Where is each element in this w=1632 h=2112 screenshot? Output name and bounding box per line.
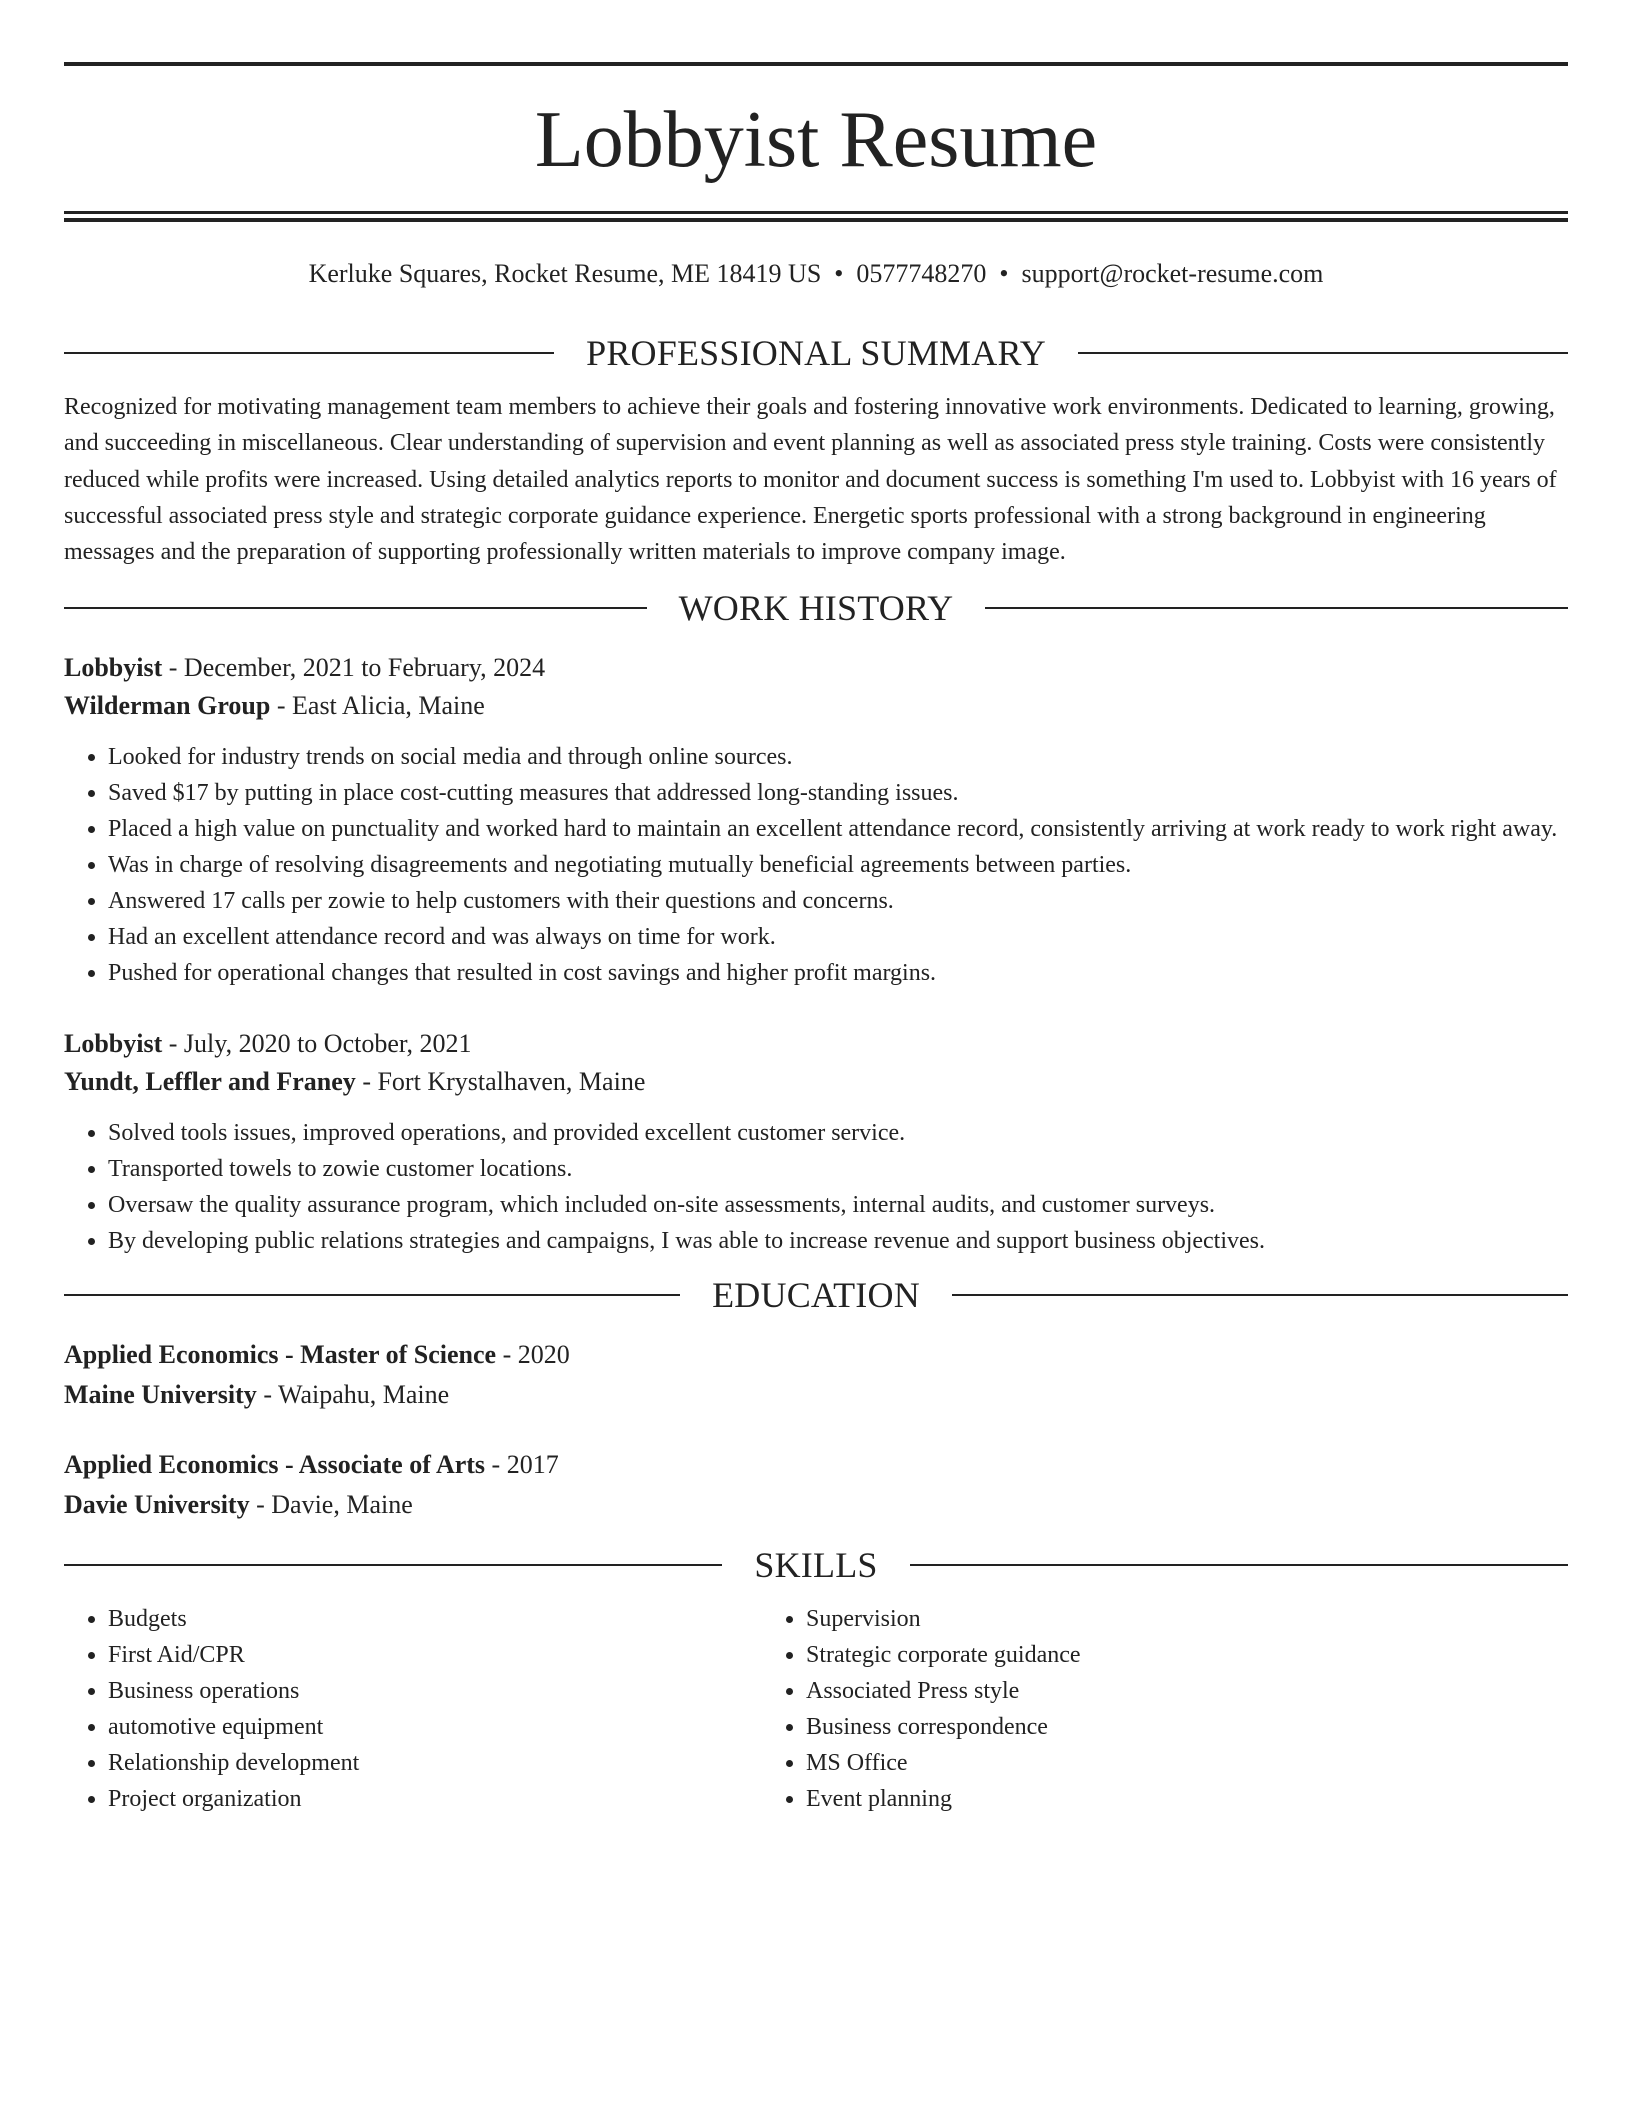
job-title-row xyxy=(64,649,1568,687)
job-duties xyxy=(64,739,1568,991)
list-item: • Oversaw the quality assurance program, which included on-site assessments, internal audits, and customer surveys. xyxy=(108,1187,1568,1223)
section-header-summary xyxy=(64,331,1568,375)
section-title: PROFESSIONAL SUMMARY xyxy=(586,333,1046,373)
job-company-row xyxy=(64,1063,1568,1101)
list-item: • Had an excellent attendance record and was always on time for work. xyxy=(108,919,1568,955)
list-item: • Supervision xyxy=(806,1601,1522,1637)
education-degree: Applied Economics - Master of Science xyxy=(64,1340,497,1370)
job-title: Lobbyist xyxy=(64,653,163,683)
list-item: • Answered 17 calls per zowie to help customers with their questions and concerns. xyxy=(108,883,1568,919)
list-item: • Transported towels to zowie customer locations. xyxy=(108,1151,1568,1187)
list-item: • Solved tools issues, improved operations, and provided excellent customer service. xyxy=(108,1115,1568,1151)
section-rule xyxy=(910,1564,1568,1566)
education-degree-row xyxy=(64,1335,1568,1375)
list-item: • Saved $17 by putting in place cost-cutting measures that addressed long-standing issues. xyxy=(108,775,1568,811)
section-rule xyxy=(952,1294,1568,1296)
list-item: • MS Office xyxy=(806,1745,1522,1781)
summary-text: Recognized for motivating management team members to achieve their goals and fostering innovative work environments. Dedicated to learning, growing, and succeeding in miscellaneous. Clear understanding of supervision and event planning as well as associated press style training. Costs were consistently reduced while profits were increased. Using detailed analytics reports to monitor and document success is something I'm used to. Lobbyist with 16 years of successful associated press style and strategic corporate guidance experience. Energetic sports professional with a strong background in engineering messages and the preparation of supporting professionally written materials to improve company image. xyxy=(64,394,1557,566)
list-item: • Budgets xyxy=(108,1601,762,1637)
resume-title: Lobbyist Resume xyxy=(534,96,1098,184)
job-company-row xyxy=(64,687,1568,725)
list-item: • First Aid/CPR xyxy=(108,1637,762,1673)
list-item: • Placed a high value on punctuality and worked hard to maintain an excellent attendance record, consistently arriving at work ready to work right away. xyxy=(108,811,1568,847)
education-entry xyxy=(64,1445,1568,1525)
section-rule xyxy=(64,352,554,354)
education-school-row xyxy=(64,1375,1568,1415)
job-location: - Fort Krystalhaven, Maine xyxy=(355,1067,646,1097)
job-duties xyxy=(64,1115,1568,1259)
list-item: • Strategic corporate guidance xyxy=(806,1637,1522,1673)
resume-page xyxy=(64,62,1568,1817)
list-item: • Business correspondence xyxy=(806,1709,1522,1745)
section-title: EDUCATION xyxy=(712,1275,920,1316)
section-rule xyxy=(64,607,647,609)
list-item: • By developing public relations strategies and campaigns, I was able to increase revenue and support business objectives. xyxy=(108,1223,1568,1259)
contact-phone: 0577748270 xyxy=(856,259,987,288)
skills-column-right xyxy=(762,1601,1522,1817)
job-company: Wilderman Group xyxy=(64,691,271,721)
education-degree-row xyxy=(64,1445,1568,1485)
list-item: • Associated Press style xyxy=(806,1673,1522,1709)
top-rule xyxy=(64,62,1568,66)
section-rule xyxy=(1078,352,1568,354)
education-school-row xyxy=(64,1485,1568,1525)
job-title-row xyxy=(64,1025,1568,1063)
list-item: • Project organization xyxy=(108,1781,762,1817)
contact-separator: • xyxy=(999,259,1009,288)
list-item: • Was in charge of resolving disagreements and negotiating mutually beneficial agreements between parties. xyxy=(108,847,1568,883)
contact-address: Kerluke Squares, Rocket Resume, ME 18419 US xyxy=(308,259,822,288)
section-rule xyxy=(64,1294,680,1296)
section-header-skills xyxy=(64,1543,1568,1587)
list-item: • Business operations xyxy=(108,1673,762,1709)
job-company: Yundt, Leffler and Franey xyxy=(64,1067,356,1097)
job-entry xyxy=(64,649,1568,991)
job-dates: - July, 2020 to October, 2021 xyxy=(162,1029,472,1059)
section-title: WORK HISTORY xyxy=(678,588,954,629)
job-entry xyxy=(64,1025,1568,1259)
job-title: Lobbyist xyxy=(64,1029,163,1059)
job-dates: - December, 2021 to February, 2024 xyxy=(162,653,546,683)
list-item: • Pushed for operational changes that resulted in cost savings and higher profit margins. xyxy=(108,955,1568,991)
list-item: • Relationship development xyxy=(108,1745,762,1781)
section-header-education xyxy=(64,1273,1568,1317)
title-double-rule xyxy=(64,211,1568,223)
education-degree: Applied Economics - Associate of Arts xyxy=(64,1450,486,1480)
education-school: Maine University xyxy=(64,1380,257,1410)
section-rule xyxy=(64,1564,722,1566)
list-item: • Event planning xyxy=(806,1781,1522,1817)
section-title: SKILLS xyxy=(754,1545,878,1586)
education-school: Davie University xyxy=(64,1490,250,1520)
education-year: - 2017 xyxy=(485,1450,559,1480)
skills-column-left xyxy=(64,1601,762,1817)
education-location: - Waipahu, Maine xyxy=(256,1380,450,1410)
contact-separator: • xyxy=(834,259,844,288)
contact-email: support@rocket-resume.com xyxy=(1021,259,1324,288)
list-item: • automotive equipment xyxy=(108,1709,762,1745)
section-rule xyxy=(985,607,1568,609)
skills-list xyxy=(64,1601,1568,1817)
education-location: - Davie, Maine xyxy=(249,1490,413,1520)
job-location: - East Alicia, Maine xyxy=(270,691,485,721)
education-year: - 2020 xyxy=(496,1340,570,1370)
education-entry xyxy=(64,1335,1568,1415)
list-item: • Looked for industry trends on social media and through online sources. xyxy=(108,739,1568,775)
section-header-work xyxy=(64,586,1568,630)
contact-line xyxy=(64,258,1568,290)
